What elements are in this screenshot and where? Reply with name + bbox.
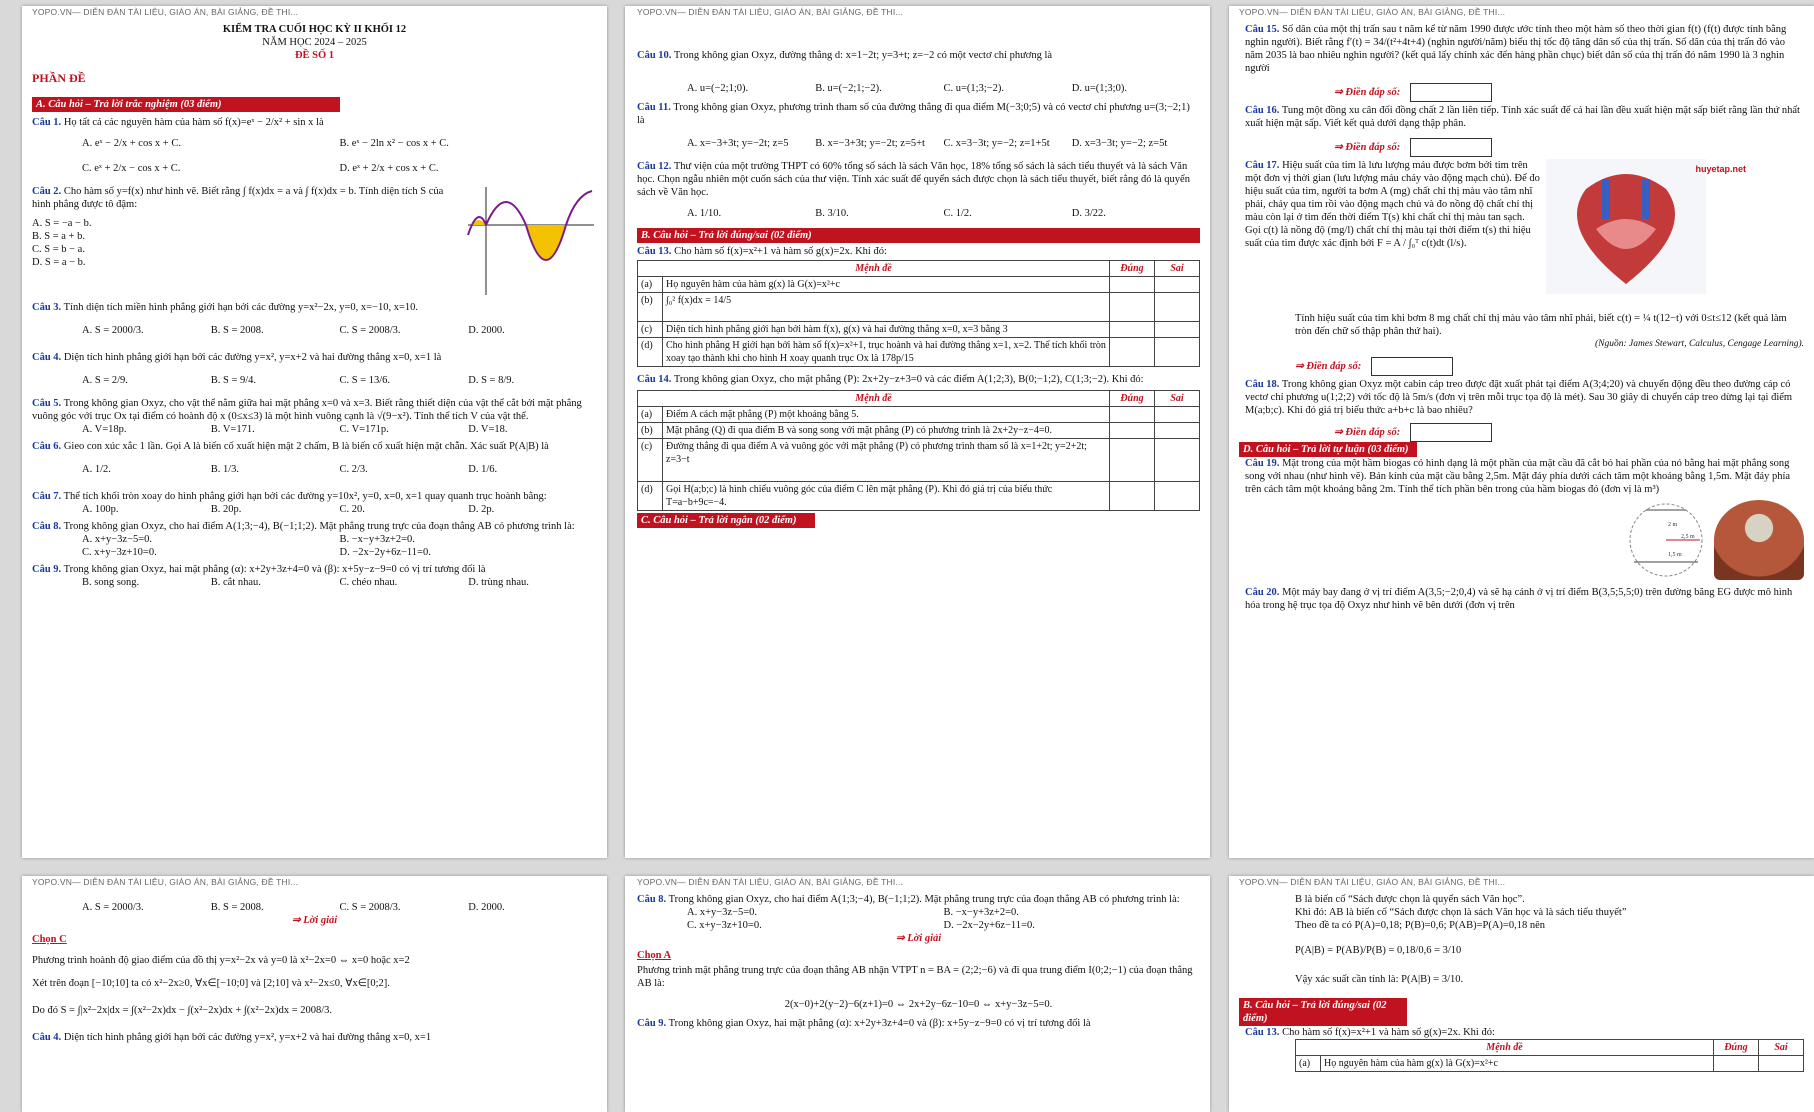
false-cell[interactable] <box>1155 423 1200 439</box>
question-text: Mặt trong của một hầm biogas có hình dạng là một phần của mặt cầu đã cắt bỏ hai phần của nó bằng hai mặt phẳng song song với nhau (như hình vẽ). Bán kính của mặt cầu bằng 2,5m. Mặt đáy phía dưới cách tâm một khoảng bằng 1,5m. Mặt đáy phía trên cách tâm một khoảng bằng 2m. Tính thể tích phần bên trong của hầm biogas đó (đơn vị là m³) <box>1245 458 1791 495</box>
answer-label: ⇒ Điền đáp số: <box>1334 86 1401 98</box>
option[interactable]: B. 3/10. <box>815 208 849 219</box>
question-number: Câu 9. <box>637 1018 667 1029</box>
option[interactable]: C. S = 2008/3. <box>339 325 401 336</box>
option[interactable]: D. 2000. <box>468 325 505 336</box>
option[interactable]: C. 20. <box>339 504 365 515</box>
option: B. S = 2008. <box>210 902 264 913</box>
question-9 <box>32 563 597 576</box>
question-text: Trong không gian Oxyz, hai mặt phẳng (α): x+2y+3z+4=0 và (β): x+5y−z−9=0 có vị trí tương đối là <box>63 564 486 575</box>
question-text: Diện tích hình phẳng giới hạn bởi các đường y=x², y=x+2 và hai đường thẳng x=0, x=1 <box>63 1032 432 1043</box>
option[interactable]: C. 1/2. <box>943 208 972 219</box>
question-text: Trong không gian Oxyz một cabin cáp treo được đặt xuất phát tại điểm A(3;4;20) và chuyển động đều theo đường cáp có vectơ chỉ phương u(1;2;2) với tốc độ là 5m/s (đơn vị trên mỗi trục tọa độ là mét). Sau 30 giây di chuyển cáp treo dừng lại tại điểm M(a;b;c). Khi đó giá trị biểu thức a+b+c là bao nhiêu? <box>1245 379 1793 416</box>
option[interactable]: B. eˣ − 2ln x² − cos x + C. <box>339 138 449 149</box>
true-cell[interactable] <box>1110 277 1155 293</box>
page-header: YOPO.VN— DIỄN ĐÀN TÀI LIỆU, GIÁO ÁN, BÀI GIẢNG, ĐỀ THI... <box>637 7 904 17</box>
question-text: Gieo con xúc xắc 1 lần. Gọi A là biến cố xuất hiện mặt 2 chấm, B là biến cố xuất hiện mặt chẵn. Xác suất P(A|B) là <box>63 441 549 452</box>
options-2 <box>32 217 462 269</box>
table-row <box>1296 1056 1804 1072</box>
row-statement: Gọi H(a;b;c) là hình chiếu vuông góc của điểm C lên mặt phẳng (P). Khi đó giá trị của biểu thức T=a−b+9c=−4. <box>663 482 1110 511</box>
solution-line: Phương trình hoành độ giao điểm của đồ thị y=x²−2x và y=0 là x²−2x=0 ⇔ x=0 hoặc x=2 <box>32 955 410 966</box>
question-4-partial <box>32 1031 597 1044</box>
answer-label: ⇒ Điền đáp số: <box>1334 141 1401 153</box>
question-20 <box>1239 586 1804 612</box>
false-cell[interactable] <box>1155 482 1200 511</box>
option[interactable]: B. V=171. <box>210 424 255 435</box>
option[interactable]: A. V=18p. <box>82 424 127 435</box>
column-header: Mệnh đề <box>1296 1040 1714 1056</box>
section-a: A. Câu hỏi – Trả lời trắc nghiệm (03 điểm) <box>32 97 340 112</box>
question-number: Câu 13. <box>637 246 672 257</box>
column-header: Mệnh đề <box>638 261 1110 277</box>
row-label: (d) <box>638 482 663 511</box>
question-number: Câu 14. <box>637 374 672 385</box>
options-9 <box>32 576 597 589</box>
option[interactable]: B. −x−y+3z+2=0. <box>339 534 415 545</box>
question-15 <box>1239 23 1804 75</box>
solution-line: B là biến cố “Sách được chọn là quyển sách Văn học”. <box>1295 894 1525 905</box>
question-13-solution <box>1239 1026 1804 1039</box>
false-cell[interactable] <box>1155 338 1200 367</box>
question-text: Hiệu suất của tim là lưu lượng máu được bơm bởi tim trên một đơn vị thời gian (lưu lượng máu chảy vào động mạch chủ). Để đo hiệu suất của tim, người ta bơm A (mg) chất chỉ thị màu vào tâm nhĩ phải, chảy qua tim rồi vào động mạch chủ và đo nồng độ chất chỉ thị màu còn lại ở tim đến thời điểm T(s) khi chất chỉ thị màu tan sạch. Gọi c(t) là nồng độ (mg/l) chất chỉ thị màu tại thời điểm t(s) thì hiệu suất của tim được xác định bởi F = A / ∫₀ᵀ c(t)dt (l/s). <box>1245 160 1540 249</box>
options-12 <box>637 207 1200 220</box>
question-1 <box>32 116 597 129</box>
question-text: Số dân của một thị trấn sau t năm kể từ năm 1990 được ước tính theo một hàm số theo thời gian f(t) (f(t) được tính bằng nghìn người). Biết rằng f′(t) = 34/(t²+4t+4) (nghìn người/năm) biểu thị tốc độ tăng dân số của thị trấn. Số dân của thị trấn đó vào năm 2035 là bao nhiêu nghìn người? (kết quả lấy chính xác đến hàng phần chục) biết dân số của thị trấn đó năm 1990 là 3 nghìn người <box>1245 24 1787 74</box>
question-number: Câu 16. <box>1245 105 1280 116</box>
page-header: YOPO.VN— DIỄN ĐÀN TÀI LIỆU, GIÁO ÁN, BÀI GIẢNG, ĐỀ THI... <box>32 877 299 887</box>
chosen-answer: Chọn C <box>32 934 67 945</box>
dimension-label: 2 m <box>1668 522 1678 528</box>
question-17-continued: Tính hiệu suất của tim khi bơm 8 mg chất chỉ thị màu vào tâm nhĩ phải, biết c(t) = ¼ t(12−t) với 0≤t≤12 (kết quả làm tròn đến chữ số thập phân thứ hai). <box>1295 313 1787 337</box>
option[interactable]: B. S = 9/4. <box>210 375 257 386</box>
true-cell[interactable] <box>1110 322 1155 338</box>
true-cell[interactable] <box>1110 293 1155 322</box>
option[interactable]: A. S = −a − b. <box>32 218 92 229</box>
true-false-table-13 <box>637 260 1200 367</box>
answer-label: ⇒ Điền đáp số: <box>1334 426 1401 438</box>
option[interactable]: C. x=3−3t; y=−2; z=1+5t <box>943 138 1050 149</box>
true-false-table-13-solution <box>1295 1039 1804 1072</box>
question-9-partial <box>637 1017 1200 1030</box>
section-c: C. Câu hỏi – Trả lời ngắn (02 điểm) <box>637 513 815 528</box>
table-row <box>638 322 1200 338</box>
question-5 <box>32 397 597 423</box>
question-number: Câu 5. <box>32 398 62 409</box>
option[interactable]: D. eˣ + 2/x + cos x + C. <box>339 163 439 174</box>
false-cell[interactable] <box>1759 1056 1804 1072</box>
question-number: Câu 4. <box>32 1032 62 1043</box>
answer-input[interactable] <box>1410 423 1492 442</box>
option[interactable]: B. u=(−2;1;−2). <box>815 83 882 94</box>
question-text: Trong không gian Oxyz, cho vật thể nằm giữa hai mặt phẳng x=0 và x=3. Biết rằng thiết diện của vật thể cắt bởi mặt phẳng vuông góc với trục Ox tại điểm có hoành độ x (0≤x≤3) là một hình vuông cạnh là √(9−x²). Tính thể tích V của vật thể. <box>32 398 582 422</box>
answer-label: ⇒ Điền đáp số: <box>1295 360 1362 372</box>
question-text: Trong không gian Oxyz, cho hai điểm A(1;3;−4), B(−1;1;2). Mặt phẳng trung trực của đoạn thẳng AB có phương trình là: <box>668 894 1180 905</box>
options-8 <box>32 533 597 559</box>
question-8 <box>32 520 597 533</box>
option[interactable]: D. 1/6. <box>468 464 498 475</box>
question-text: Trong không gian Oxyz, hai mặt phẳng (α): x+2y+3z+4=0 và (β): x+5y−z−9=0 có vị trí tương đối là <box>668 1018 1091 1029</box>
table-row <box>638 423 1200 439</box>
question-text: Trong không gian Oxyz, cho hai điểm A(1;3;−4), B(−1;1;2). Mặt phẳng trung trực của đoạn thẳng AB có phương trình là: <box>63 521 575 532</box>
question-2 <box>32 185 462 211</box>
solution-line: Xét trên đoạn [−10;10] ta có x²−2x≥0, ∀x∈[−10;0] và [2;10] và x²−2x≤0, ∀x∈[0;2]. <box>32 978 390 989</box>
option[interactable]: A. S = 2/9. <box>82 375 128 386</box>
row-label: (c) <box>638 322 663 338</box>
true-cell[interactable] <box>1714 1056 1759 1072</box>
false-cell[interactable] <box>1155 439 1200 482</box>
option[interactable]: A. 1/10. <box>687 208 722 219</box>
solution-line: Theo đề ta có P(A)=0,18; P(B)=0,6; P(AB)=P(A)=0,18 nên <box>1295 920 1545 931</box>
true-cell[interactable] <box>1110 482 1155 511</box>
question-text: Cho hàm số f(x)=x²+1 và hàm số g(x)=2x. Khi đó: <box>1282 1027 1495 1038</box>
question-8-solution <box>637 893 1200 906</box>
question-number: Câu 20. <box>1245 587 1280 598</box>
row-label: (c) <box>638 439 663 482</box>
question-text: Diện tích hình phẳng giới hạn bởi các đường y=x², y=x+2 và hai đường thẳng x=0, x=1 là <box>63 352 442 363</box>
solution-line: P(A|B) = P(AB)/P(B) = 0,18/0,6 = 3/10 <box>1295 945 1462 956</box>
option[interactable]: D. u=(1;3;0). <box>1071 83 1127 94</box>
question-12 <box>637 160 1200 199</box>
option[interactable]: C. 2/3. <box>339 464 368 475</box>
question-number: Câu 15. <box>1245 24 1280 35</box>
options-8-solution <box>637 906 1200 932</box>
question-13 <box>637 245 1200 258</box>
option[interactable]: D. 2p. <box>468 504 495 515</box>
row-label: (a) <box>638 277 663 293</box>
table-row <box>638 338 1200 367</box>
option[interactable]: C. x+y−3z+10=0. <box>82 547 157 558</box>
question-number: Câu 4. <box>32 352 62 363</box>
solution-heading: ⇒ Lời giải <box>291 915 338 926</box>
question-17 <box>1239 159 1540 294</box>
question-text: Cho hàm số y=f(x) như hình vẽ. Biết rằng ∫ f(x)dx = a và ∫ f(x)dx = b. Tính diện tích S của hình phẳng được tô đậm: <box>32 186 444 210</box>
option[interactable]: B. S = a + b. <box>32 231 85 242</box>
question-text: Thể tích khối tròn xoay do hình phẳng giới hạn bởi các đường y=10x², y=0, x=0, x=1 quay quanh trục hoành bằng: <box>63 491 547 502</box>
question-number: Câu 1. <box>32 117 62 128</box>
question-19 <box>1239 457 1804 496</box>
option[interactable]: B. S = 2008. <box>210 325 264 336</box>
row-statement: Cho hình phẳng H giới hạn bởi hàm số f(x)=x²+1, trục hoành và hai đường thẳng x=1, x=2. Thể tích khối tròn xoay tạo thành khi cho hình H xoay quanh trục Ox là 178p/15 <box>663 338 1110 367</box>
option[interactable]: B. cắt nhau. <box>210 577 261 588</box>
section-b: B. Câu hỏi – Trả lời đúng/sai (02 điểm) <box>1239 998 1407 1026</box>
option[interactable]: D. S = 8/9. <box>468 375 515 386</box>
question-3 <box>32 301 597 314</box>
page-5 <box>625 876 1210 1112</box>
column-header: Sai <box>1155 261 1200 277</box>
school-year: NĂM HỌC 2024 – 2025 <box>262 37 367 48</box>
dimension-label: 1,5 m <box>1668 552 1682 558</box>
option: D. −2x−2y+6z−11=0. <box>943 920 1035 931</box>
question-text: Họ tất cả các nguyên hàm của hàm số f(x)=eˣ − 2/x² + sin x là <box>63 117 324 128</box>
biogas-photo <box>1714 500 1804 580</box>
option[interactable]: A. S = 2000/3. <box>82 325 144 336</box>
true-cell[interactable] <box>1110 338 1155 367</box>
false-cell[interactable] <box>1155 277 1200 293</box>
options-3 <box>32 324 597 337</box>
question-text: Một máy bay đang ở vị trí điểm A(3,5;−2;0,4) và sẽ hạ cánh ở vị trí điểm B(3,5;5,5;0) trên đường băng EG được mô hình hóa trong hệ trục tọa độ Oxyz như hình vẽ bên dưới (đơn vị trên <box>1245 587 1793 611</box>
site-logo: huyetap.net <box>1695 164 1746 174</box>
options-6 <box>32 463 597 476</box>
option[interactable]: A. 100p. <box>82 504 119 515</box>
row-label: (a) <box>1296 1056 1321 1072</box>
solution-line: Phương trình mặt phẳng trung trực của đoạn thẳng AB nhận VTPT n = BA = (2;2;−6) và đi qua trung điểm I(0;2;−1) của đoạn thẳng AB là: <box>637 965 1193 989</box>
heart-icon <box>1546 159 1706 294</box>
answer-row-18 <box>1239 423 1804 442</box>
table-row <box>638 407 1200 423</box>
option[interactable]: C. V=171p. <box>339 424 389 435</box>
options-5 <box>32 423 597 436</box>
options-3-solution <box>32 901 597 914</box>
column-header: Sai <box>1155 391 1200 407</box>
question-7 <box>32 490 597 503</box>
option: C. x+y−3z+10=0. <box>687 920 762 931</box>
options-10 <box>637 82 1200 95</box>
option[interactable]: C. eˣ + 2/x − cos x + C. <box>82 163 181 174</box>
question-16 <box>1239 104 1804 130</box>
section-phan-de: PHẦN ĐỀ <box>32 71 86 85</box>
question-text: Cho hàm số f(x)=x²+1 và hàm số g(x)=2x. Khi đó: <box>674 246 887 257</box>
solution-line: 2(x−0)+2(y−2)−6(z+1)=0 ⇔ 2x+2y−6z−10=0 ⇔ x+y−3z−5=0. <box>784 999 1053 1010</box>
page-header: YOPO.VN— DIỄN ĐÀN TÀI LIỆU, GIÁO ÁN, BÀI GIẢNG, ĐỀ THI... <box>637 877 904 887</box>
option[interactable]: A. 1/2. <box>82 464 111 475</box>
solution-line: Do đó S = ∫|x²−2x|dx = ∫(x²−2x)dx − ∫(x²−2x)dx + ∫(x²−2x)dx = 2008/3. <box>32 1005 333 1016</box>
question-4 <box>32 351 597 364</box>
options-7 <box>32 503 597 516</box>
table-row <box>638 277 1200 293</box>
option[interactable]: D. trùng nhau. <box>468 577 529 588</box>
row-label: (a) <box>638 407 663 423</box>
option[interactable]: C. S = 13/6. <box>339 375 391 386</box>
option[interactable]: D. S = a − b. <box>32 257 86 268</box>
page-6 <box>1229 876 1814 1112</box>
answer-input[interactable] <box>1371 357 1453 376</box>
page-2 <box>625 6 1210 858</box>
question-number: Câu 17. <box>1245 160 1280 171</box>
exam-title: KIỂM TRA CUỐI HỌC KỲ II KHỐI 12 <box>222 24 407 35</box>
question-number: Câu 10. <box>637 50 672 61</box>
row-statement: Đường thẳng đi qua điểm A và vuông góc với mặt phẳng (P) có phương trình tham số là x=1+2t; y=2+2t; z=3−t <box>663 439 1110 482</box>
question-number: Câu 12. <box>637 161 672 172</box>
options-11 <box>637 137 1200 150</box>
dimension-label: 2,5 m <box>1681 534 1695 540</box>
column-header: Đúng <box>1110 391 1155 407</box>
section-b: B. Câu hỏi – Trả lời đúng/sai (02 điểm) <box>637 228 1200 243</box>
options-4 <box>32 374 597 387</box>
row-statement: Điểm A cách mặt phẳng (P) một khoảng bằng 5. <box>663 407 1110 423</box>
question-text: Trong không gian Oxyz, cho mặt phẳng (P): 2x+2y−z+3=0 và các điểm A(1;2;3), B(0;−1;2), C(1;3;−2). Khi đó: <box>673 374 1144 385</box>
answer-row-16 <box>1239 138 1804 157</box>
column-header: Đúng <box>1110 261 1155 277</box>
row-statement: Mặt phẳng (Q) đi qua điểm B và song song với mặt phẳng (P) có phương trình là 2x+2y−z−4=0. <box>663 423 1110 439</box>
option[interactable]: B. x=−3+3t; y=−2t; z=5+t <box>815 138 925 149</box>
option: C. S = 2008/3. <box>339 902 401 913</box>
answer-input[interactable] <box>1410 138 1492 157</box>
question-number: Câu 18. <box>1245 379 1280 390</box>
question-14 <box>637 373 1200 386</box>
true-cell[interactable] <box>1110 439 1155 482</box>
page-3 <box>1229 6 1814 858</box>
option[interactable]: D. x=3−3t; y=−2; z=5t <box>1071 138 1168 149</box>
row-label: (b) <box>638 423 663 439</box>
question-text: Tính diện tích miền hình phẳng giới hạn bởi các đường y=x²−2x, y=0, x=−10, x=10. <box>63 302 419 313</box>
table-row <box>638 439 1200 482</box>
function-graph <box>466 185 596 297</box>
page-header: YOPO.VN— DIỄN ĐÀN TÀI LIỆU, GIÁO ÁN, BÀI GIẢNG, ĐỀ THI... <box>1239 7 1506 17</box>
false-cell[interactable] <box>1155 322 1200 338</box>
option[interactable]: C. chéo nhau. <box>339 577 398 588</box>
source-note: (Nguồn: James Stewart, Calculus, Cengage Learning). <box>1595 339 1804 349</box>
option[interactable]: A. u=(−2;1;0). <box>687 83 749 94</box>
question-text: Trong không gian Oxyz, đường thẳng d: x=1−2t; y=3+t; z=−2 có một vectơ chỉ phương là <box>673 50 1053 61</box>
true-cell[interactable] <box>1110 407 1155 423</box>
option[interactable]: A. x+y−3z−5=0. <box>82 534 153 545</box>
option: B. −x−y+3z+2=0. <box>943 907 1019 918</box>
question-text: Trong không gian Oxyz, phương trình tham số của đường thẳng đi qua điểm M(−3;0;5) và có vectơ chỉ phương u=(3;−2;1) là <box>637 102 1190 126</box>
option[interactable]: C. u=(1;3;−2). <box>943 83 1005 94</box>
question-number: Câu 9. <box>32 564 62 575</box>
option[interactable]: C. S = b − a. <box>32 244 85 255</box>
option[interactable]: D. V=18. <box>468 424 508 435</box>
question-number: Câu 11. <box>637 102 671 113</box>
question-number: Câu 6. <box>32 441 62 452</box>
table-row <box>638 293 1200 322</box>
row-statement: Diện tích hình phẳng giới hạn bởi hàm f(x), g(x) và hai đường thẳng x=0, x=3 bằng 3 <box>663 322 1110 338</box>
question-number: Câu 7. <box>32 491 62 502</box>
option[interactable]: D. −2x−2y+6z−11=0. <box>339 547 431 558</box>
heart-illustration <box>1546 159 1746 294</box>
option: A. S = 2000/3. <box>82 902 144 913</box>
row-label: (b) <box>638 293 663 322</box>
option[interactable]: B. song song. <box>82 577 140 588</box>
answer-row-17 <box>1239 357 1804 376</box>
row-statement: Họ nguyên hàm của hàm g(x) là G(x)=x²+c <box>1321 1056 1714 1072</box>
question-number: Câu 13. <box>1245 1027 1280 1038</box>
row-label: (d) <box>638 338 663 367</box>
option: D. 2000. <box>468 902 505 913</box>
section-d: D. Câu hỏi – Trả lời tự luận (03 điểm) <box>1239 442 1417 457</box>
option[interactable]: A. eˣ − 2/x + cos x + C. <box>82 138 181 149</box>
column-header: Mệnh đề <box>638 391 1110 407</box>
question-11 <box>637 101 1200 127</box>
question-text: Thư viện của một trường THPT có 60% tổng số sách là sách Văn học, 18% tổng số sách là sách tiểu thuyết và là sách Văn học. Chọn ngẫu nhiên một cuốn sách của thư viện. Tính xác suất để quyển sách được chọn là sách tiểu thuyết, biết rằng đó là quyển sách về Văn học. <box>637 161 1190 198</box>
page-header: YOPO.VN— DIỄN ĐÀN TÀI LIỆU, GIÁO ÁN, BÀI GIẢNG, ĐỀ THI... <box>32 7 299 17</box>
true-false-table-14 <box>637 390 1200 511</box>
option[interactable]: A. x=−3+3t; y=−2t; z=5 <box>687 138 789 149</box>
column-header: Sai <box>1759 1040 1804 1056</box>
row-statement: Họ nguyên hàm của hàm g(x) là G(x)=x²+c <box>663 277 1110 293</box>
chosen-answer: Chọn A <box>637 950 672 961</box>
false-cell[interactable] <box>1155 407 1200 423</box>
question-text: Tung một đồng xu cân đối đồng chất 2 lần liên tiếp. Tính xác suất để cả hai lần đều xuất hiện mặt sấp biết rằng lần thứ nhất xuất hiện mặt sấp. Viết kết quả dưới dạng thập phân. <box>1245 105 1800 129</box>
option: A. x+y−3z−5=0. <box>687 907 758 918</box>
question-10 <box>637 49 1200 62</box>
question-number: Câu 8. <box>32 521 62 532</box>
row-statement: ∫₀² f(x)dx = 14/5 <box>663 293 1110 322</box>
question-number: Câu 2. <box>32 186 62 197</box>
page-1 <box>22 6 607 858</box>
biogas-diagram <box>1626 500 1706 580</box>
exam-number: ĐỀ SỐ 1 <box>294 50 335 61</box>
answer-input[interactable] <box>1410 83 1492 102</box>
option[interactable]: D. 3/22. <box>1071 208 1106 219</box>
table-row <box>638 482 1200 511</box>
solution-heading: ⇒ Lời giải <box>895 933 942 944</box>
question-6 <box>32 440 597 453</box>
question-number: Câu 3. <box>32 302 62 313</box>
page-header: YOPO.VN— DIỄN ĐÀN TÀI LIỆU, GIÁO ÁN, BÀI GIẢNG, ĐỀ THI... <box>1239 877 1506 887</box>
answer-row-15 <box>1239 83 1804 102</box>
question-18 <box>1239 378 1804 417</box>
false-cell[interactable] <box>1155 293 1200 322</box>
solution-line: Vậy xác suất cần tính là: P(A|B) = 3/10. <box>1295 974 1464 985</box>
option[interactable]: B. 20p. <box>210 504 242 515</box>
question-number: Câu 8. <box>637 894 667 905</box>
question-number: Câu 19. <box>1245 458 1280 469</box>
option[interactable]: B. 1/3. <box>210 464 240 475</box>
solution-line: Khi đó: AB là biến cố “Sách được chọn là sách Văn học và là sách tiểu thuyết” <box>1295 907 1627 918</box>
page-4 <box>22 876 607 1112</box>
true-cell[interactable] <box>1110 423 1155 439</box>
options-1 <box>32 137 597 175</box>
column-header: Đúng <box>1714 1040 1759 1056</box>
